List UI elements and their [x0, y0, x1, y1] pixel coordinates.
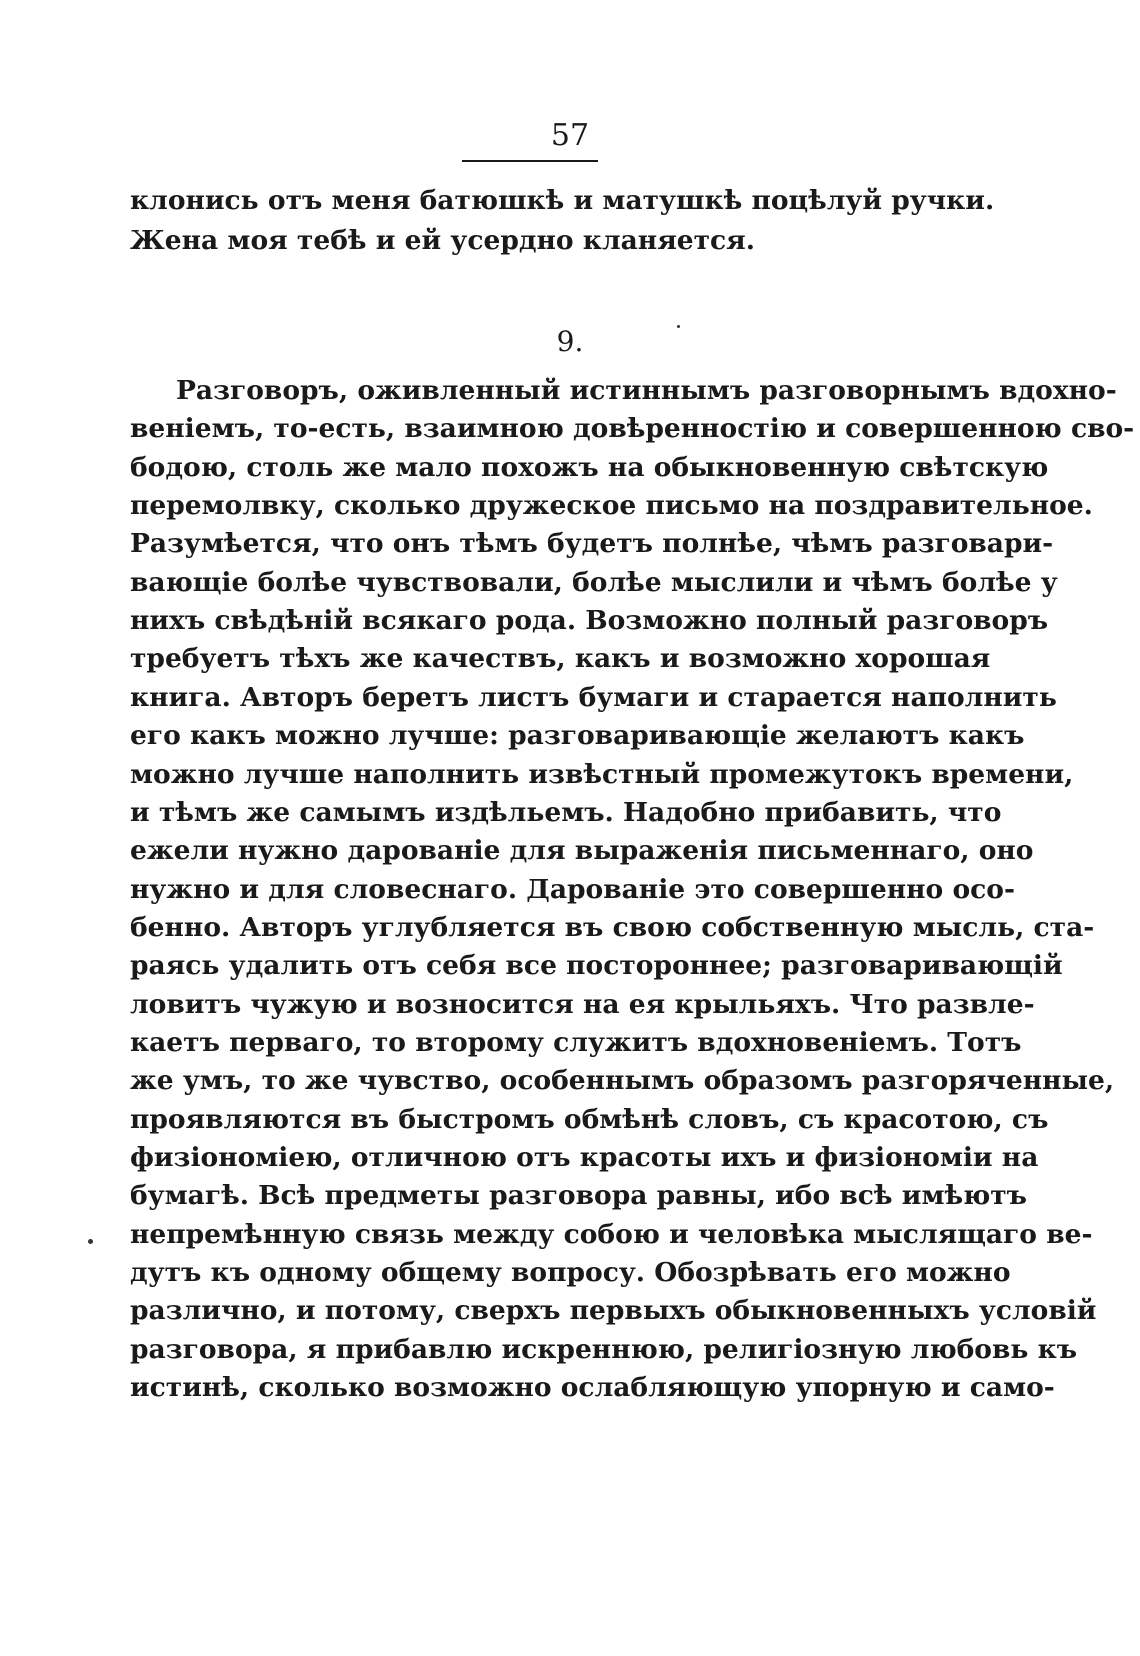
text-line: Разумѣется, что онъ тѣмъ будетъ полнѣе, чѣмъ разговари- [130, 528, 1054, 560]
text-line: Разговоръ, оживленный истиннымъ разговорнымъ вдохно- [176, 375, 1117, 406]
page-number: 57 [550, 118, 590, 153]
text-line: веніемъ, то-есть, взаимною довѣренностію и совершенною сво- [130, 413, 1135, 445]
text-line: клонись отъ меня батюшкѣ и матушкѣ поцѣлуй ручки. [130, 185, 995, 216]
print-speck [88, 1239, 93, 1244]
text-line: ловитъ чужую и возносится на ея крыльяхъ. Что развле- [130, 988, 1035, 1020]
text-line: ежели нужно дарованіе для выраженія письменнаго, оно [130, 835, 1034, 867]
print-speck [677, 325, 680, 328]
text-line: перемолвку, сколько дружеское письмо на поздравительное. [130, 490, 1093, 522]
text-line: и тѣмъ же самымъ издѣльемъ. Надобно прибавить, что [130, 796, 1002, 828]
text-line: его какъ можно лучше: разговаривающіе желаютъ какъ [130, 720, 1025, 752]
text-line: различно, и потому, сверхъ первыхъ обыкновенныхъ условій [130, 1295, 1097, 1327]
text-line: требуетъ тѣхъ же качествъ, какъ и возможно хорошая [130, 643, 991, 675]
text-line: нужно и для словеснаго. Дарованіе это совершенно осо- [130, 873, 1015, 905]
text-line: можно лучше наполнить извѣстный промежутокъ времени, [130, 758, 1074, 790]
text-line: нихъ свѣдѣній всякаго рода. Возможно полный разговоръ [130, 605, 1049, 637]
text-line: каетъ перваго, то второму служитъ вдохновеніемъ. Тотъ [130, 1026, 1022, 1058]
text-line: бенно. Авторъ углубляется въ свою собственную мысль, ста- [130, 911, 1095, 943]
text-line: непремѣнную связь между собою и человѣка мыслящаго ве- [130, 1218, 1093, 1250]
text-line: бумагѣ. Всѣ предметы разговора равны, ибо всѣ имѣютъ [130, 1180, 1028, 1212]
section-number: 9. [556, 325, 584, 358]
text-line: Жена моя тебѣ и ей усердно кланяется. [130, 225, 755, 256]
text-line: проявляются въ быстромъ обмѣнѣ словъ, съ красотою, съ [130, 1103, 1049, 1135]
text-line: же умъ, то же чувство, особеннымъ образомъ разгоряченные, [130, 1065, 1115, 1097]
text-line: книга. Авторъ беретъ листъ бумаги и старается наполнить [130, 681, 1057, 713]
text-line: дутъ къ одному общему вопросу. Обозрѣвать его можно [130, 1257, 1011, 1289]
text-line: раясь удалить отъ себя все постороннее; разговаривающій [130, 950, 1063, 982]
text-line: разговора, я прибавлю искреннюю, религіозную любовь къ [130, 1333, 1078, 1365]
text-line: физіономіею, отличною отъ красоты ихъ и физіономіи на [130, 1142, 1039, 1173]
text-line: вающіе болѣе чувствовали, болѣе мыслили и чѣмъ болѣе у [130, 566, 1058, 598]
text-line: бодою, столь же мало похожъ на обыкновенную свѣтскую [130, 451, 1049, 483]
text-line: истинѣ, сколько возможно ослабляющую упорную и само- [130, 1372, 1055, 1404]
page-number-rule [462, 160, 598, 162]
